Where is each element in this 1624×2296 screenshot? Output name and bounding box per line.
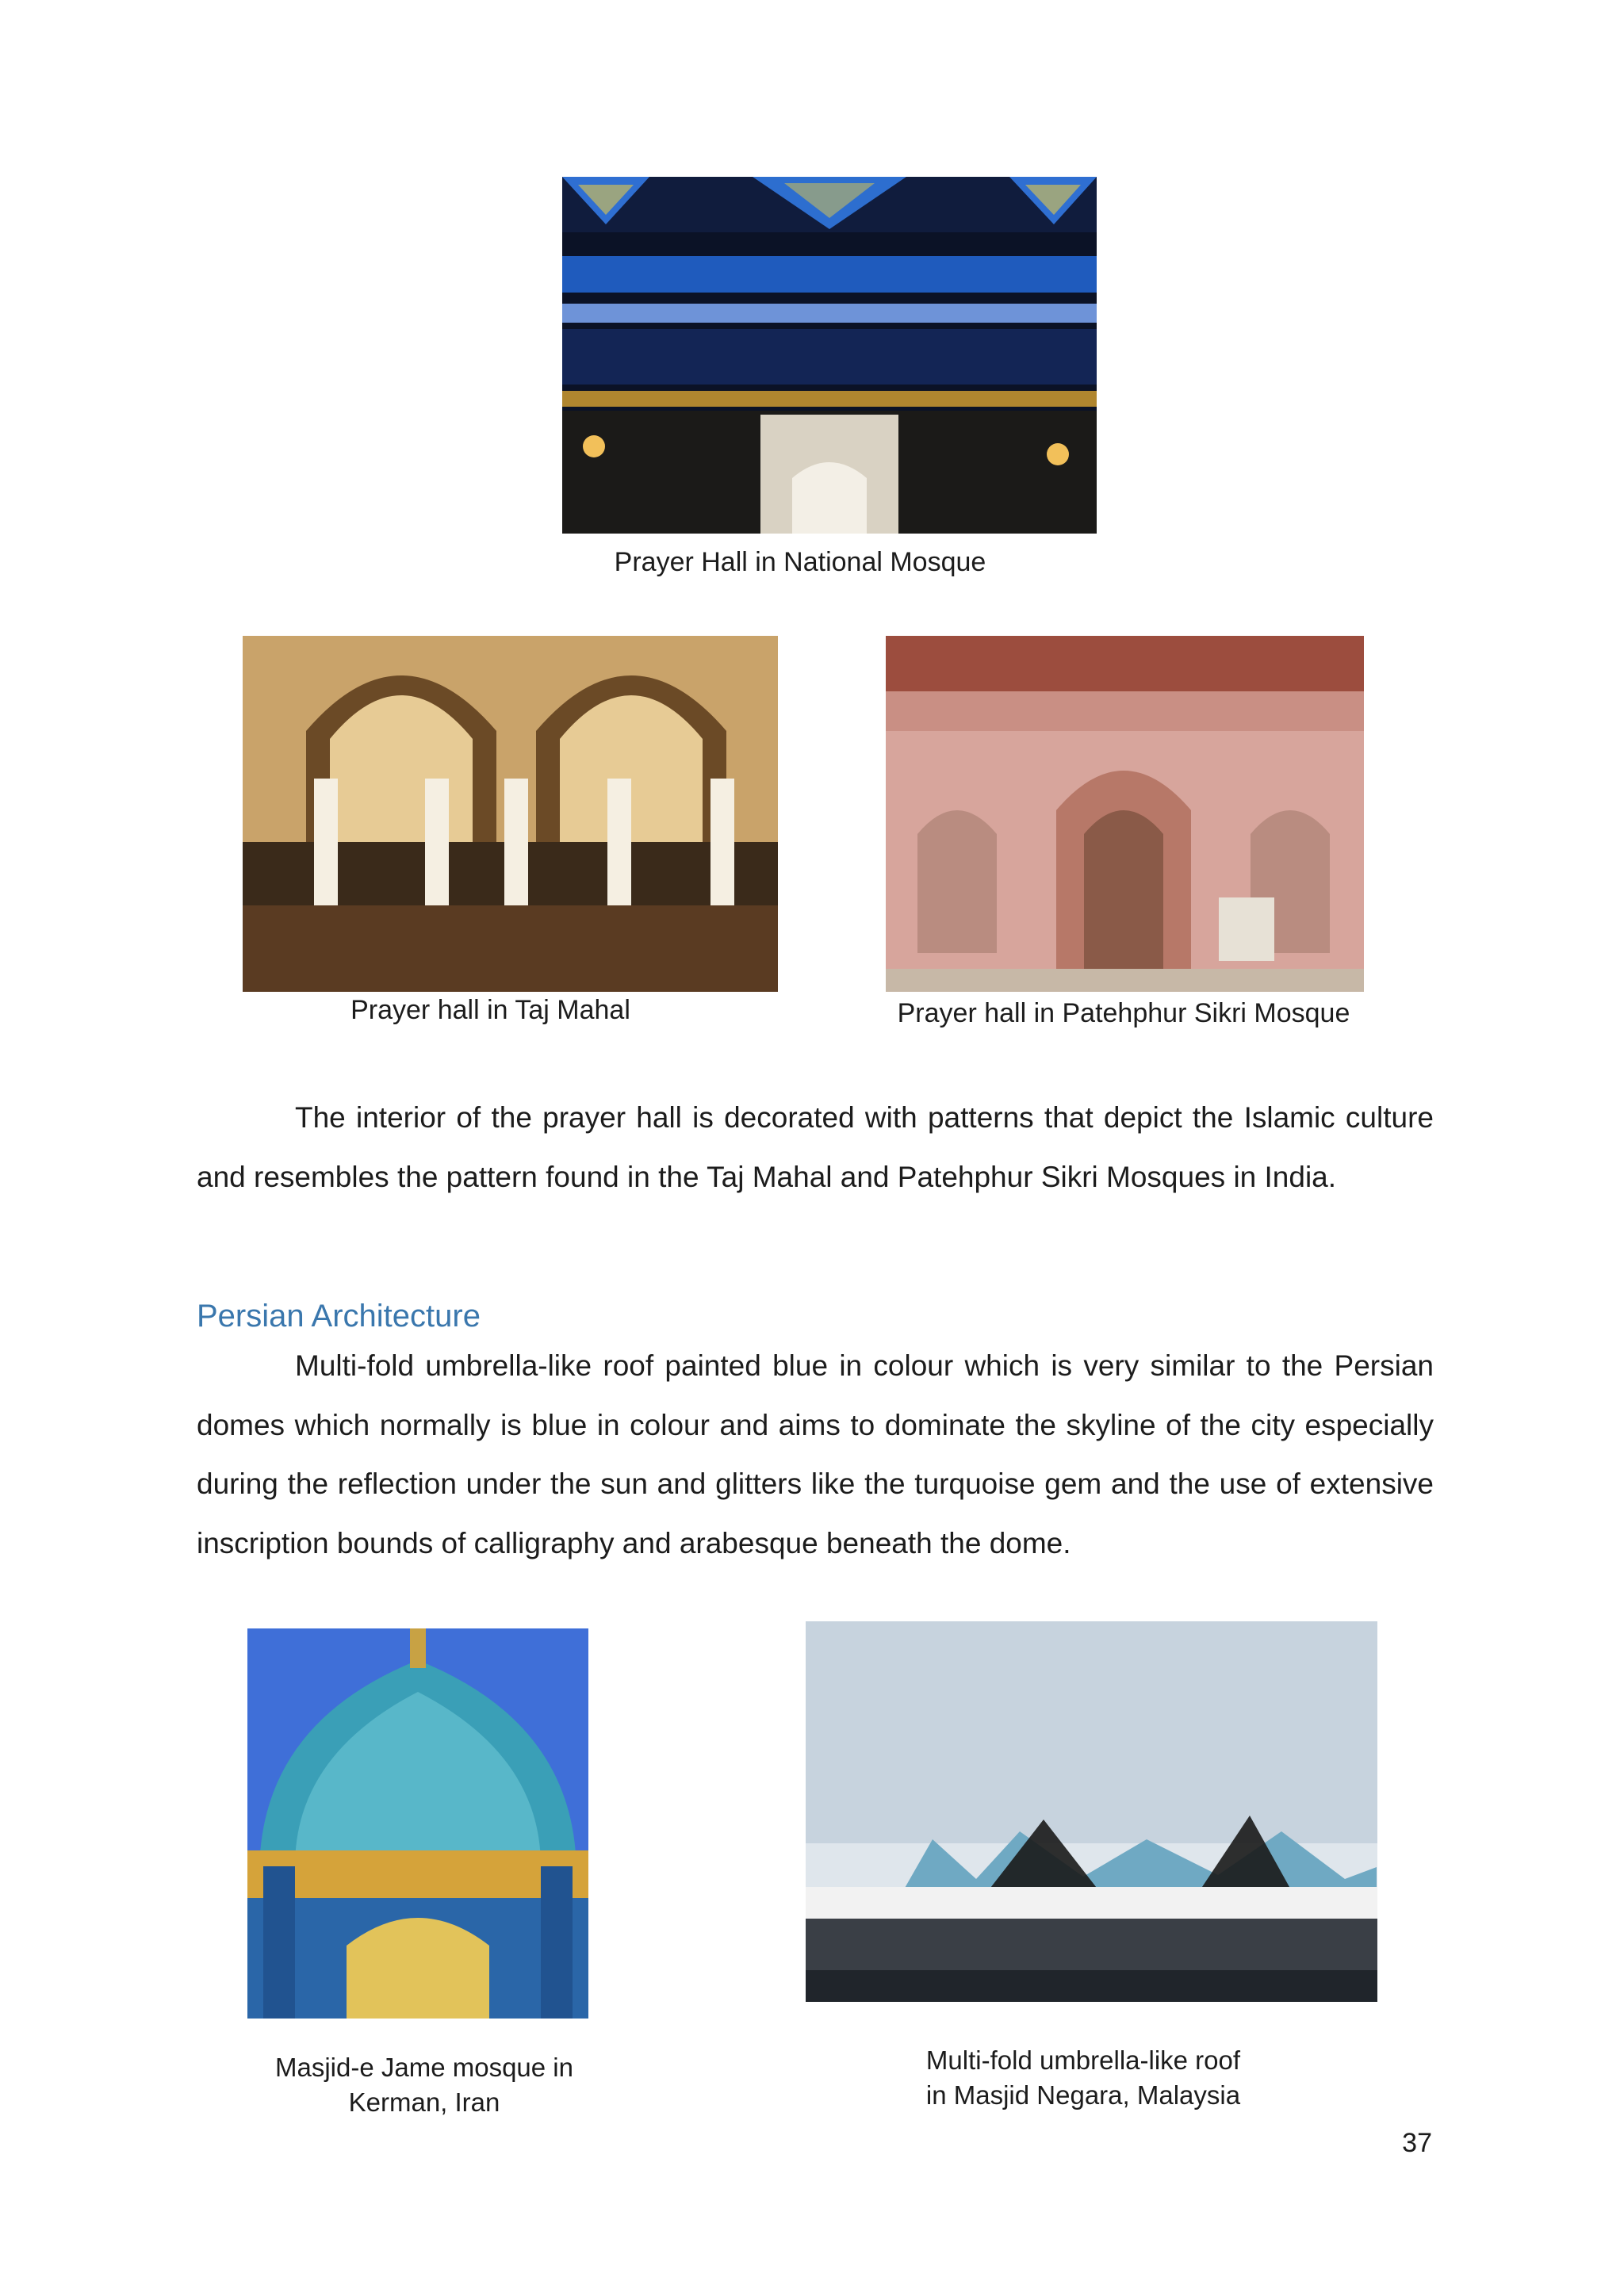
paragraph-persian-architecture: [197, 1337, 1434, 1573]
caption-masjid-e-jame-line2: Kerman, Iran: [348, 2087, 500, 2117]
caption-masjid-negara-line1: Multi-fold umbrella-like roof: [925, 2045, 1241, 2075]
photo-national-mosque-prayer-hall: [562, 177, 1097, 534]
caption-masjid-e-jame-line1: Masjid-e Jame mosque in: [275, 2053, 573, 2082]
paragraph-prayer-hall-text: The interior of the prayer hall is decorated with patterns that depict the Islamic culture and resembles the pattern found in the Taj Mahal and Patehphur Sikri Mosques in India.: [197, 1101, 1434, 1193]
photo-masjid-negara-roof: [806, 1621, 1377, 2002]
section-heading-persian-architecture: Persian Architecture: [197, 1299, 481, 1334]
photo-masjid-e-jame-dome: [247, 1628, 588, 2019]
caption-masjid-e-jame: [247, 2050, 601, 2120]
caption-masjid-negara: [806, 2043, 1361, 2113]
caption-national-mosque: Prayer Hall in National Mosque: [614, 547, 986, 577]
paragraph-prayer-hall-interior: [197, 1089, 1434, 1207]
paragraph-persian-text: Multi-fold umbrella-like roof painted blue in colour which is very similar to the Persian domes which normally is blue in colour and aims to dominate the skyline of the city especially during the reflection under the sun and glitters like the turquoise gem and the use of extensive inscription bounds of calligraphy and arabesque beneath the dome.: [197, 1349, 1434, 1559]
caption-patehphur-sikri: Prayer hall in Patehphur Sikri Mosque: [897, 998, 1350, 1028]
caption-taj-mahal: Prayer hall in Taj Mahal: [350, 995, 630, 1025]
page-number: 37: [1402, 2128, 1432, 2158]
photo-patehphur-sikri-prayer-hall: [886, 636, 1364, 992]
photo-taj-mahal-prayer-hall: [243, 636, 778, 992]
caption-masjid-negara-line2: in Masjid Negara, Malaysia: [925, 2080, 1241, 2110]
